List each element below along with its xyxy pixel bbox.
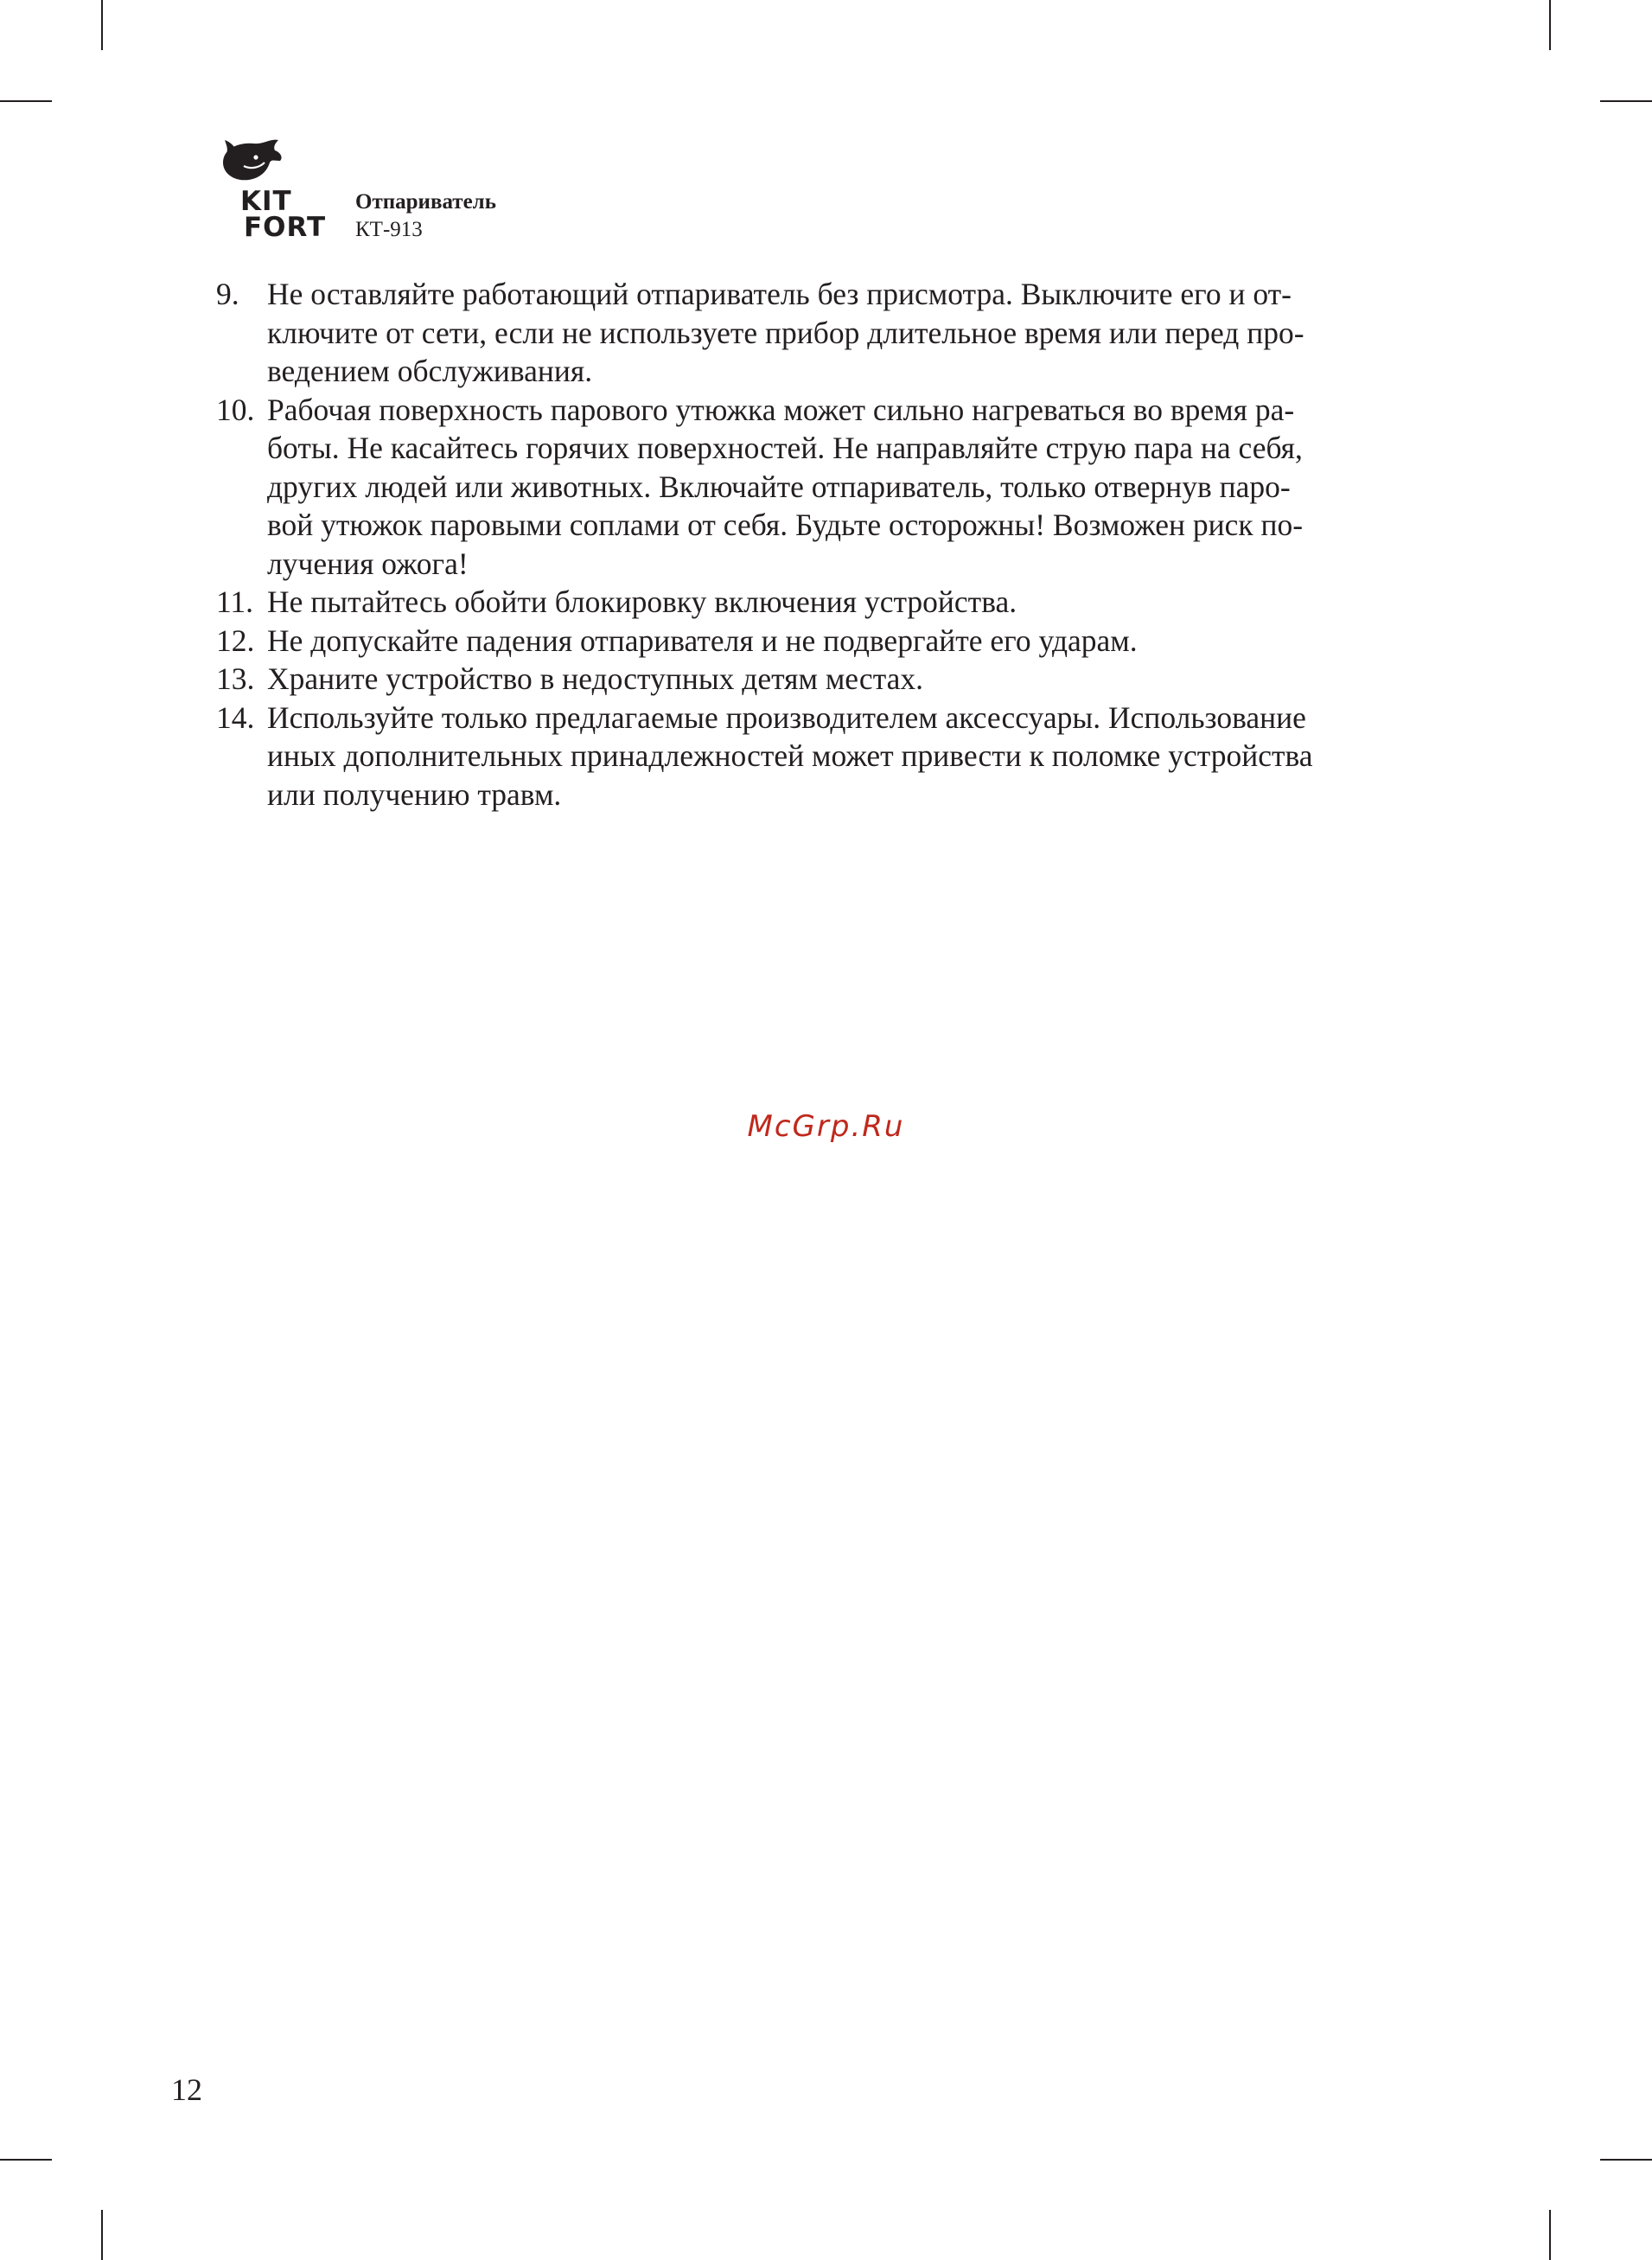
item-number: 9. bbox=[216, 277, 239, 311]
list-item bbox=[216, 275, 1452, 391]
crop-mark-bottom-left bbox=[101, 2210, 103, 2260]
text-line: ведением обслуживания. bbox=[267, 354, 593, 388]
item-number: 12. bbox=[216, 622, 255, 658]
logo-word-fort: FORT bbox=[244, 212, 327, 243]
crop-mark-top-right-h bbox=[1600, 100, 1652, 102]
item-number: 13. bbox=[216, 661, 255, 696]
logo-word-kit: KIT bbox=[240, 186, 292, 217]
text-line: других людей или животных. Включайте отпариватель, только отвернув паро- bbox=[267, 469, 1291, 504]
item-text bbox=[267, 699, 1452, 814]
text-line: Не пытайтесь обойти блокировку включения устройства. bbox=[267, 584, 1017, 619]
product-model: КТ-913 bbox=[355, 218, 423, 241]
product-title: Отпариватель bbox=[355, 190, 496, 214]
list-item bbox=[216, 391, 1452, 584]
text-line: ключите от сети, если не используете прибор длительное время или перед про- bbox=[267, 315, 1304, 350]
safety-instructions-list bbox=[216, 275, 1452, 814]
item-text bbox=[267, 275, 1452, 391]
crop-mark-top-left bbox=[101, 0, 103, 50]
kitfort-logo bbox=[214, 137, 327, 243]
watermark: McGrp.Ru bbox=[747, 1109, 905, 1144]
item-text bbox=[267, 391, 1452, 584]
item-number: 11. bbox=[216, 584, 254, 619]
item-number: 10. bbox=[216, 392, 255, 427]
document-header bbox=[355, 188, 496, 244]
text-line: вой утюжок паровыми соплами от себя. Будьте осторожны! Возможен риск по- bbox=[267, 508, 1304, 542]
item-text bbox=[267, 660, 1452, 699]
text-line: иных дополнительных принадлежностей может привести к поломке устройства bbox=[267, 738, 1313, 773]
crop-mark-top-right bbox=[1549, 0, 1551, 50]
text-line: Не оставляйте работающий отпариватель без присмотра. Выключите его и от- bbox=[267, 277, 1292, 311]
text-line: боты. Не касайтесь горячих поверхностей. Не направляйте струю пара на себя, bbox=[267, 431, 1303, 465]
text-line: Храните устройство в недоступных детям местах. bbox=[267, 661, 924, 696]
page-number: 12 bbox=[171, 2072, 202, 2107]
list-item bbox=[216, 622, 1452, 661]
item-text bbox=[267, 583, 1452, 622]
text-line: Рабочая поверхность парового утюжка может сильно нагреваться во время ра- bbox=[267, 392, 1295, 427]
crop-mark-top-left-h bbox=[0, 100, 52, 102]
crop-mark-bottom-left-h bbox=[0, 2159, 52, 2161]
text-line: Не допускайте падения отпаривателя и не подвергайте его ударам. bbox=[267, 622, 1138, 658]
list-item bbox=[216, 699, 1452, 814]
list-item bbox=[216, 660, 1452, 699]
crop-mark-bottom-right-h bbox=[1600, 2159, 1652, 2161]
whale-icon bbox=[218, 137, 285, 185]
item-text bbox=[267, 622, 1452, 661]
text-line: Используйте только предлагаемые производителем аксессуары. Использование bbox=[267, 699, 1306, 735]
item-number: 14. bbox=[216, 699, 255, 735]
text-line: или получению травм. bbox=[267, 776, 562, 812]
list-item bbox=[216, 583, 1452, 622]
crop-mark-bottom-right bbox=[1549, 2210, 1551, 2260]
text-line: лучения ожога! bbox=[267, 546, 469, 581]
